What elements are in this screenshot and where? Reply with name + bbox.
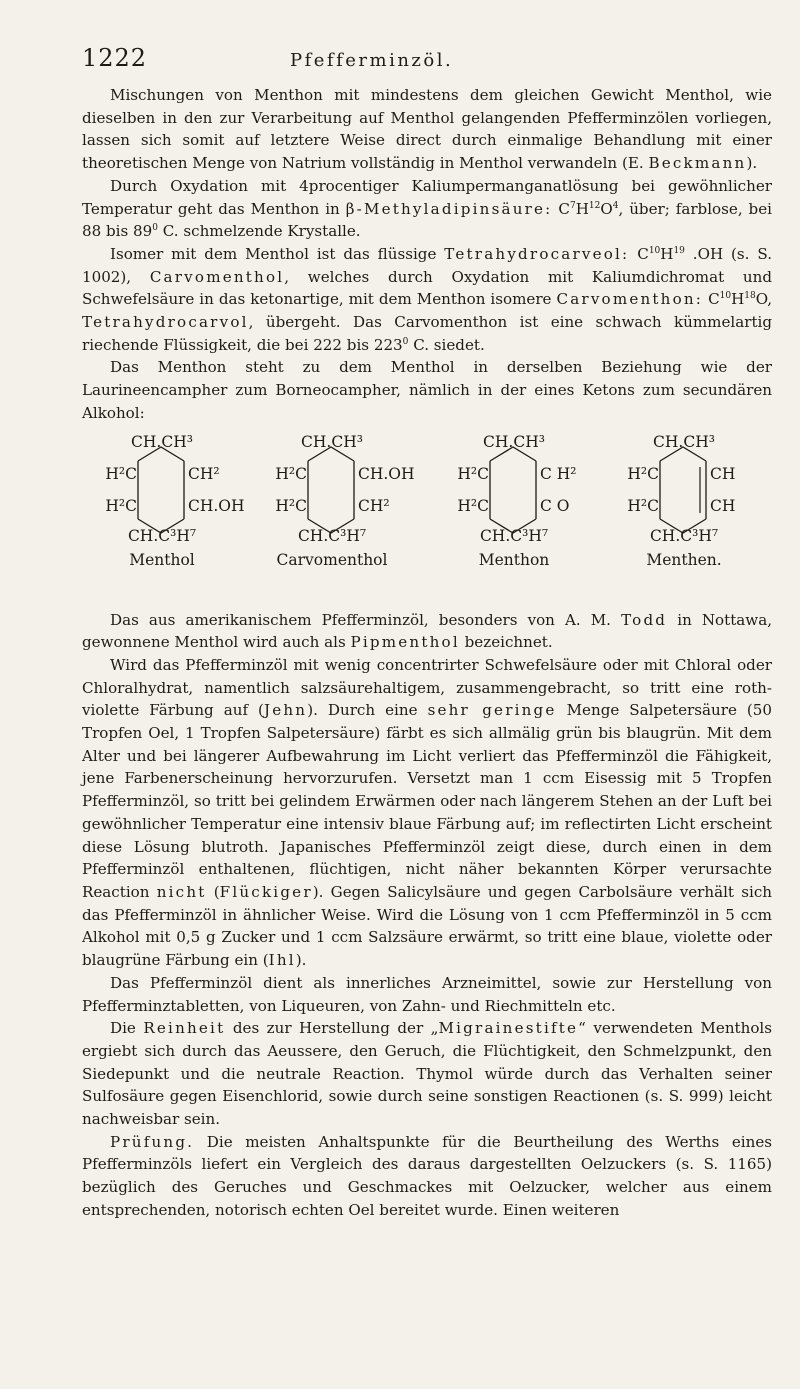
spaced-emphasis: Ihl xyxy=(268,951,296,970)
ring-lower-right: CH xyxy=(710,496,736,515)
ring-lower-left: H²C xyxy=(105,496,137,515)
superscript: 10 xyxy=(719,291,732,302)
paragraph-isomer-tetrahydrocarveol xyxy=(82,243,772,357)
text-run: ). Durch eine xyxy=(307,701,428,720)
text-run: C xyxy=(629,244,649,263)
structural-formulas xyxy=(82,427,772,605)
spaced-emphasis: Jehn xyxy=(263,701,308,720)
spaced-emphasis: Pipmenthol xyxy=(350,633,460,652)
ring-top-group: CH.CH³ xyxy=(653,432,715,451)
ring-lower-right: CH² xyxy=(358,496,390,515)
superscript: 0 xyxy=(152,223,158,234)
ring-upper-right: CH.OH xyxy=(358,464,415,483)
spaced-emphasis: Tetrahydrocarvol xyxy=(82,313,249,332)
paragraph-purity xyxy=(82,1017,772,1131)
text-run: Die xyxy=(110,1019,144,1038)
spaced-emphasis: nicht xyxy=(156,882,207,901)
text-run: C. siedet. xyxy=(408,335,485,354)
text-run: Mischungen von Menthon mit mindestens dem gleichen Gewicht Menthol, wie dieselben in den zur Verarbeitung auf Menthol gelangenden Pfefferminzölen vorliegen, lassen sich somit auf letztere Weise direct durch einmalige Behandlung mit einer theoretischen Menge von Natrium vollständig in Menthol verwandeln (E. xyxy=(82,86,772,173)
ring-lower-left: H²C xyxy=(275,496,307,515)
text-run: O xyxy=(600,199,613,218)
spaced-emphasis: Beckmann xyxy=(648,154,747,173)
text-run: “ verwendeten Menthols ergiebt sich durch das Aeussere, den Geruch, die Flüchtigkeit, den Schmelzpunkt, den Siedepunkt und die neutrale Reaction. Thymol würde durch das Verhalten seiner Sulfosäure gegen Eisenchlorid, sowie durch seine sonstigen Reactionen (s. S. 999) leicht nachweisbar sein. xyxy=(82,1019,772,1129)
ring-upper-left: H²C xyxy=(457,464,489,483)
text-run: H xyxy=(731,290,745,309)
running-title: Pfefferminzöl. xyxy=(290,50,454,71)
ring-lower-right: C O xyxy=(540,496,570,515)
ring-lower-left: H²C xyxy=(457,496,489,515)
ring-upper-right: C H² xyxy=(540,464,577,483)
text-run: , über; farblose, bei 88 bis 89 xyxy=(82,199,772,241)
page-number: 1222 xyxy=(82,44,148,72)
ring-top-group: CH.CH³ xyxy=(301,432,363,451)
text-run: bezeichnet. xyxy=(459,633,553,652)
formula-caption: Menthen. xyxy=(646,550,722,569)
text-run: ). Gegen Salicylsäure und gegen Carbolsäure verhält sich das Pfefferminzöl in ähnlicher Weise. Wird die Lösung von 1 ccm Pfefferminzöl in 5 ccm Alkohol mit 0,5 g Zucker und 1 ccm Salzsäure erwärmt, so tritt eine blaue, violette oder blaugrüne Färbung ein ( xyxy=(82,882,772,970)
paragraph-testing xyxy=(82,1131,772,1222)
text-run: in Nottawa, gewonnene Menthol wird auch als xyxy=(82,610,772,652)
text-run: H xyxy=(660,244,674,263)
spaced-emphasis: Tetrahydrocarveol: xyxy=(444,244,630,263)
spaced-emphasis: Todd xyxy=(621,610,668,629)
ring-bottom-group: CH.C³H⁷ xyxy=(479,526,549,545)
ring-lower-left: H²C xyxy=(627,496,659,515)
formula-menthon xyxy=(434,427,610,603)
paragraph-menthon-mixtures xyxy=(82,84,772,175)
ring-top-group: CH.CH³ xyxy=(131,432,193,451)
paragraph-oxidation xyxy=(82,175,772,243)
superscript: 0 xyxy=(402,336,409,347)
formula-caption: Menthon xyxy=(478,550,550,569)
text-run: C. schmelzende Krystalle. xyxy=(157,222,361,241)
paragraph-american-oil xyxy=(82,609,772,654)
text-run: ). xyxy=(746,154,758,173)
superscript: 7 xyxy=(569,200,576,211)
formula-caption: Menthol xyxy=(129,550,195,569)
ring-top-group: CH.CH³ xyxy=(483,432,545,451)
ring-upper-left: H²C xyxy=(105,464,137,483)
ring-upper-right: CH² xyxy=(188,464,220,483)
formula-menthol xyxy=(82,427,258,603)
spaced-emphasis: Carvomenthol xyxy=(149,267,285,286)
superscript: 12 xyxy=(588,200,601,211)
text-run: ). xyxy=(295,951,307,970)
ring-lower-right: CH.OH xyxy=(188,496,245,515)
paragraph-color-reactions xyxy=(82,654,772,972)
ring-upper-left: H²C xyxy=(627,464,659,483)
spaced-emphasis: Flückiger xyxy=(219,882,313,901)
text-run: Das Menthon steht zu dem Menthol in derselben Beziehung wie der Laurineencampher zum Borneocampher, nämlich in der eines Ketons zum secundären Alkohol: xyxy=(82,358,772,422)
spaced-emphasis: Migrainestifte xyxy=(438,1019,579,1038)
text-run: C xyxy=(703,290,720,309)
formula-caption: Carvomenthol xyxy=(276,550,388,569)
formula-carvomenthol xyxy=(252,427,428,603)
ring-bottom-group: CH.C³H⁷ xyxy=(297,526,367,545)
paragraph-menthon-relation xyxy=(82,356,772,424)
text-run: Das Pfefferminzöl dient als innerliches Arzneimittel, sowie zur Herstellung von Pfefferminztabletten, von Liqueuren, von Zahn- und Riechmitteln etc. xyxy=(82,973,772,1015)
spaced-emphasis: Prüfung. xyxy=(110,1132,195,1151)
formula-menthen xyxy=(604,427,780,603)
text-run: Menge Salpetersäure (50 Tropfen Oel, 1 Tropfen Salpetersäure) färbt es sich allmälig grün bis blaugrün. Mit dem Alter und bei längerer Aufbewahrung im Licht verliert das Pfefferminzöl die Fähigkeit, jene Farbenerscheinung hervorzurufen. Versetzt man 1 ccm Eisessig mit 5 Tropfen Pfefferminzöl, so tritt bei gelindem Erwärmen oder nach längerem Stehen an der Luft bei gewöhnlicher Temperatur eine intensiv blaue Färbung auf; im reflectirten Licht erscheint diese Lösung blutroth. Japanisches Pfefferminzöl zeigt diese, durch einen in dem Pfefferminzöl enthaltenen, flüchtigen, nicht näher bekannten Körper verursachte Reaction xyxy=(82,701,773,901)
text-run: Wird das Pfefferminzöl mit wenig concentrirter Schwefelsäure oder mit Chloral oder Chloralhydrat, namentlich salzsäurehaltigem, zusammengebracht, so tritt eine roth-violette Färbung auf ( xyxy=(82,655,772,720)
spaced-emphasis: Reinheit xyxy=(143,1019,226,1038)
ring-upper-right: CH xyxy=(710,464,736,483)
spaced-emphasis: Carvomenthon: xyxy=(556,290,704,309)
text-run: Isomer mit dem Menthol ist das flüssige xyxy=(110,244,445,263)
ring-upper-left: H²C xyxy=(275,464,307,483)
text-run: , übergeht. Das Carvomenthon ist eine schwach kümmelartig riechende Flüssigkeit, die bei 222 bis 223 xyxy=(82,313,772,354)
text-run: Das aus amerikanischem Pfefferminzöl, besonders von A. M. xyxy=(110,610,622,629)
text-run: , welches durch Oxydation mit Kaliumdichromat und Schwefelsäure in das ketonartige, mit dem Menthon isomere xyxy=(82,267,772,309)
book-page xyxy=(82,44,772,1222)
text-run: C xyxy=(552,199,570,218)
superscript: 19 xyxy=(673,245,685,256)
ring-bottom-group: CH.C³H⁷ xyxy=(127,526,197,545)
text-run: .OH (s. S. 1002), xyxy=(82,244,772,286)
text-run: Die meisten Anhaltspunkte für die Beurtheilung des Werths eines Pfefferminzöls liefert ein Vergleich des daraus dargestellten Oelzuckers (s. S. 1165) bezüglich des Geruches und Geschmackes mit Oelzucker, welcher aus einem entsprechenden, notorisch echten Oel bereitet wurde. Einen weiteren xyxy=(82,1132,772,1219)
spaced-emphasis: sehr geringe xyxy=(427,701,557,720)
text-run: H xyxy=(575,199,589,218)
ring-bottom-group: CH.C³H⁷ xyxy=(649,526,719,545)
paragraph-uses xyxy=(82,972,772,1017)
text-run: O, xyxy=(755,290,772,309)
superscript: 4 xyxy=(612,200,619,211)
spaced-emphasis: β-Methyladipinsäure: xyxy=(345,199,553,218)
text-run: ( xyxy=(206,882,220,901)
superscript: 18 xyxy=(744,291,756,302)
text-run: des zur Herstellung der „ xyxy=(225,1019,439,1038)
text-run: Durch Oxydation mit 4procentiger Kaliumpermanganatlösung bei gewöhnlicher Temperatur geht das Menthon in xyxy=(82,176,772,218)
superscript: 10 xyxy=(648,245,661,256)
page-header xyxy=(82,44,772,84)
